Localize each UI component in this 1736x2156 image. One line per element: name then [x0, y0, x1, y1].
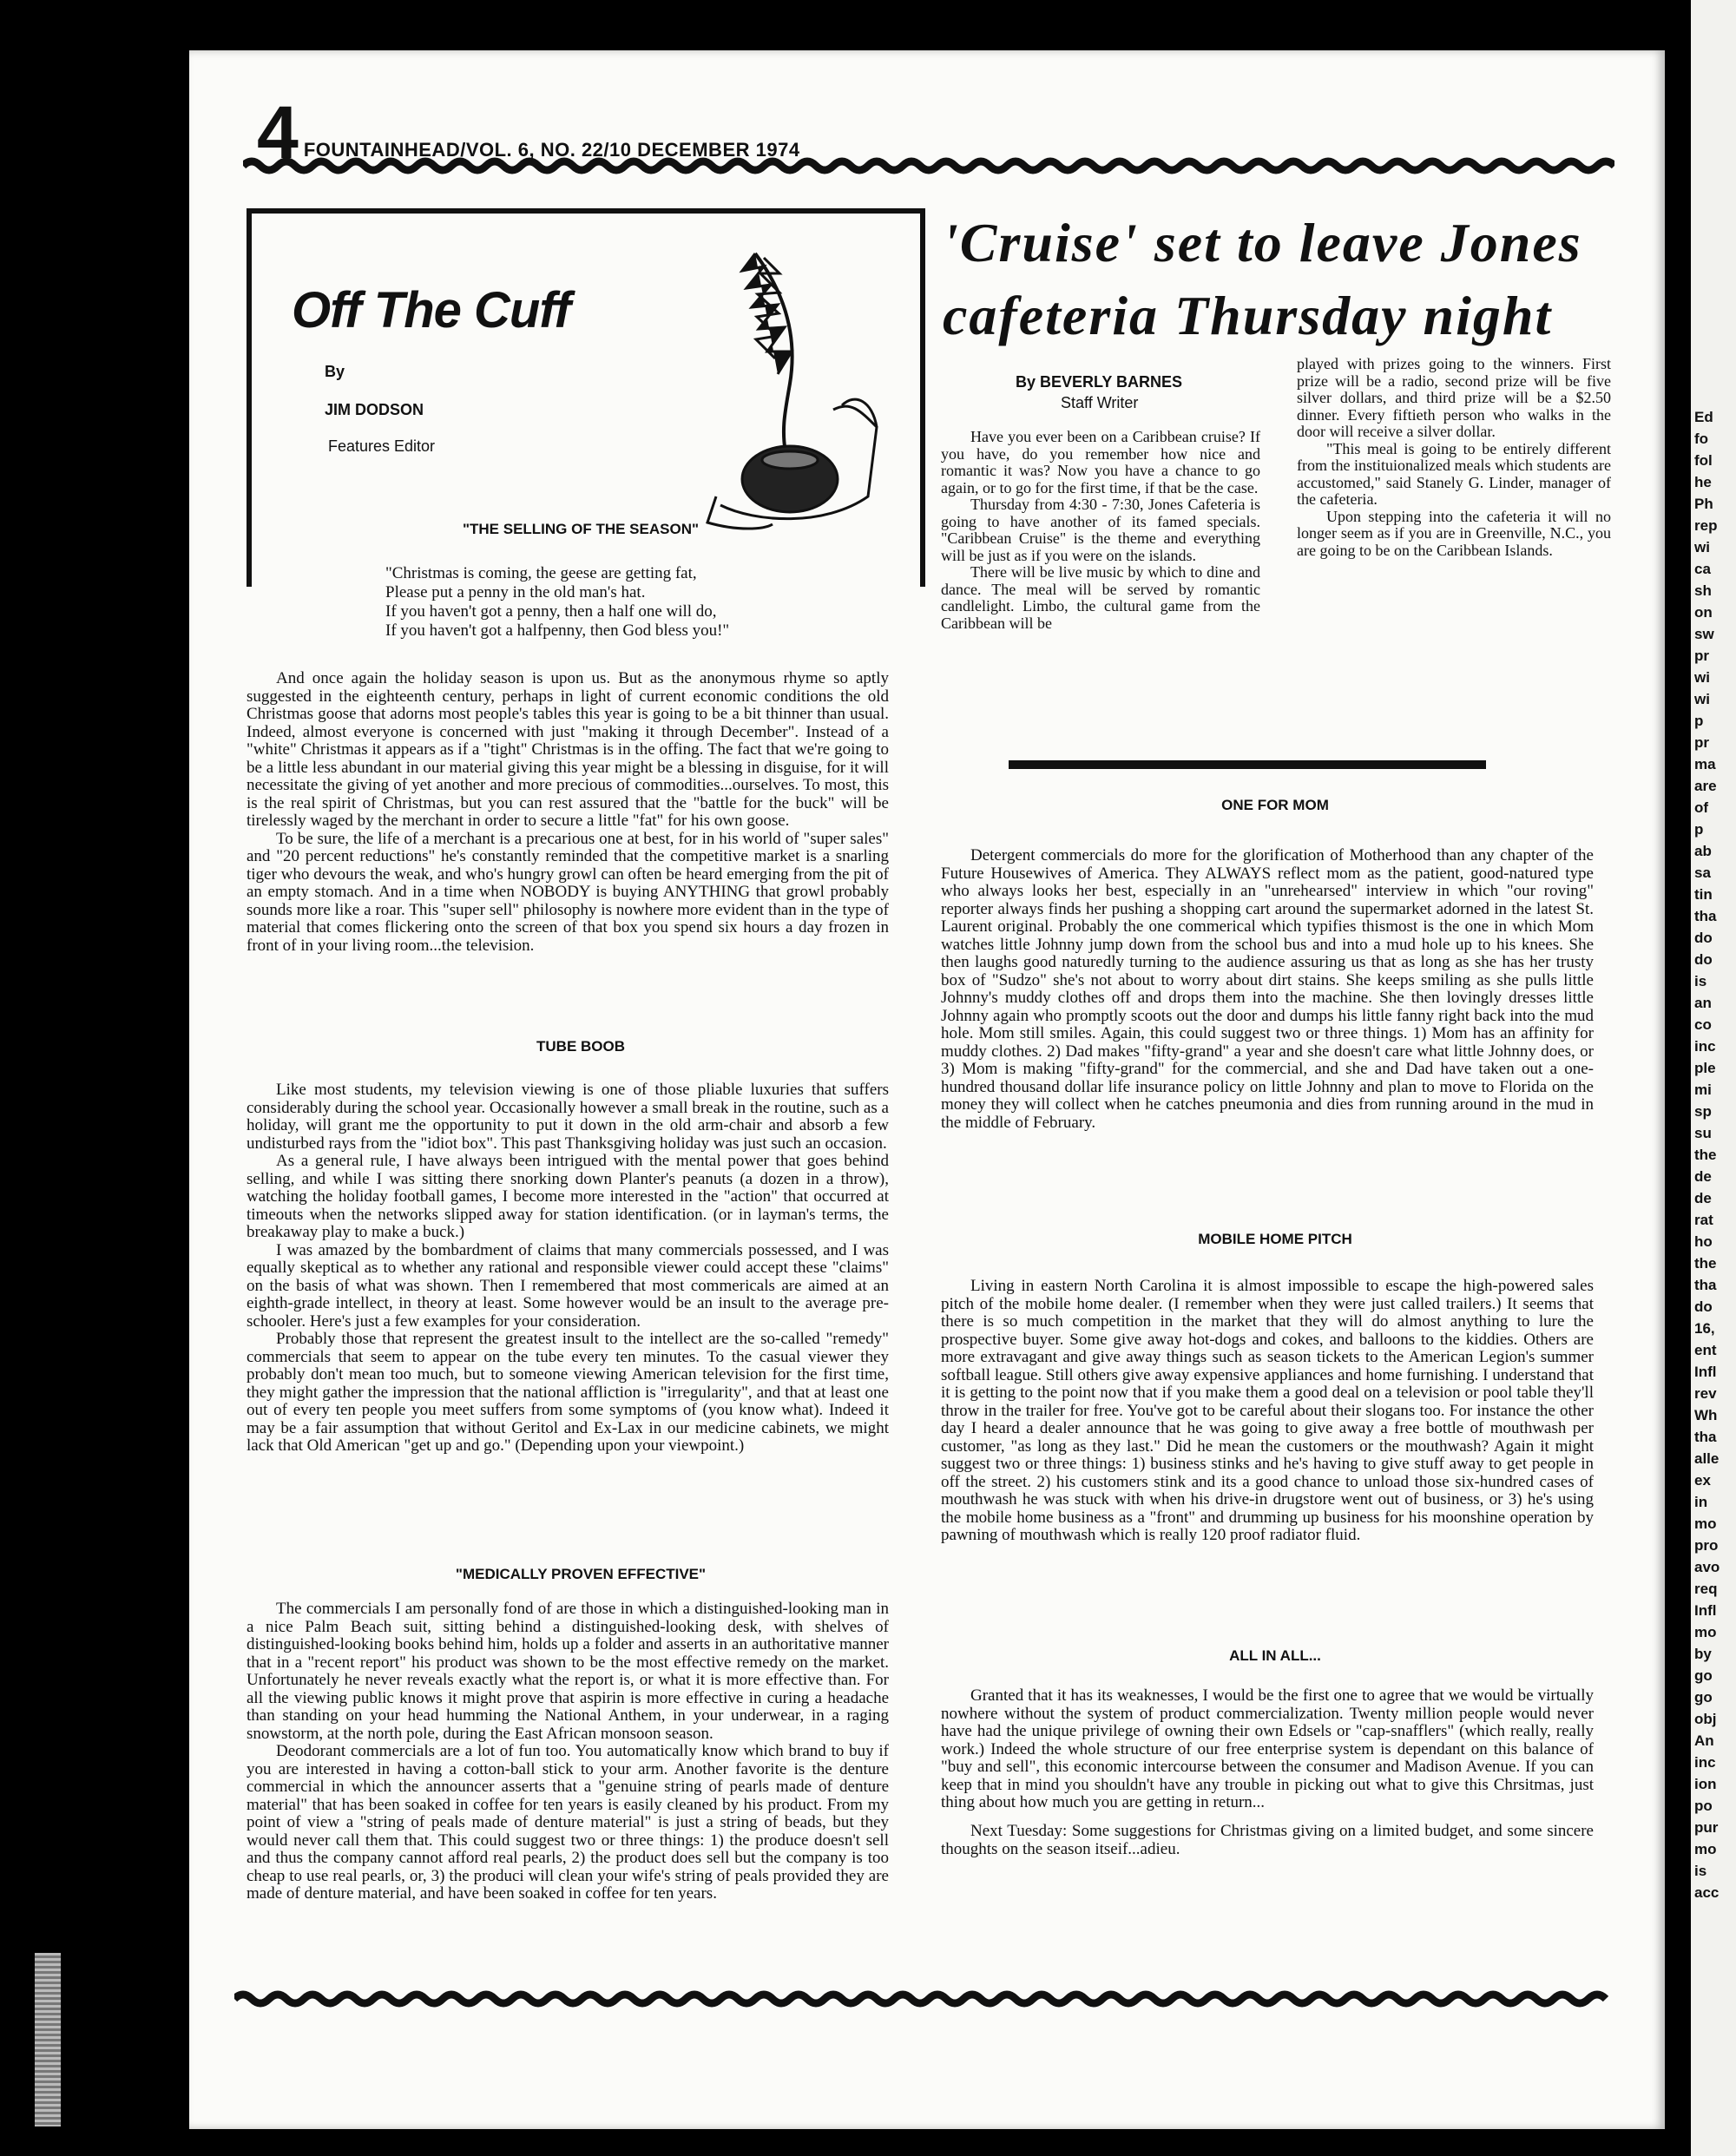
edge-text-fragment: an [1694, 995, 1712, 1011]
paragraph: Living in eastern North Carolina it is almost impossible to escape the high-powered sales pitch of the mobile home dealer. (I remember when they were just called trailers.) It seems that there is so much competition in the market that they will do almost anything to lure the prospective buyer. Some give away hot-dogs and cokes, and balloons to the kiddies. Others are more extravagant and give away things such as season tickets to the American Legion's summer softball league. Still others give away expensive appliances and home furnishing. I understand that it is getting to the point now that if you make them a good deal on a television or pool table they'll throw in the trailer for free. You've got to be careful about their slogans too. For instance the other day I heard a dealer announce that he was going to give away a free bottle of mouthwash per customer, "as long as they last." Did he mean the customers or the mouthwash? Again it might suggest two or three things: 1) business stinks and he's having to give stuff away to get people in off the street. 2) his customers stink and its a good chance to unload those six-hundred cases of mouthwash he was stuck with when his drive-in drugstore went out of business, or 3) he's using the mobile home business as a "front" and drumming up business for his moonshine operation by pawning of mouthwash which is really 120 proof radiator fluid. [941, 1277, 1594, 1544]
rhyme-line: Please put a penny in the old man's hat. [385, 583, 646, 601]
edge-text-fragment: by [1694, 1646, 1712, 1662]
edge-text-fragment: p [1694, 821, 1704, 838]
top-wavy-rule [243, 154, 1614, 177]
cruise-headline: 'Cruise' set to leave Jones cafeteria Thursday night [943, 212, 1582, 346]
edge-text-fragment: on [1694, 604, 1713, 621]
paragraph: As a general rule, I have always been intrigued with the mental power that goes behind selling, and while I was sitting there snorking down Planter's peanuts (a dozen in a throw), watching the holiday football games, I become more interested in the "action" that occurred at timeouts when the networks slipped away for station identification. (or in layman's terms, the breakaway play to make a buck.) [247, 1152, 889, 1241]
edge-text-fragment: fo [1694, 431, 1709, 447]
edge-text-fragment: de [1694, 1168, 1712, 1185]
edge-text-fragment: inc [1694, 1754, 1716, 1771]
edge-text-fragment: rat [1694, 1212, 1713, 1228]
adjacent-page-edge [1691, 0, 1736, 2156]
edge-text-fragment: sw [1694, 626, 1714, 642]
section-divider [1009, 760, 1486, 769]
edge-text-fragment: Ph [1694, 496, 1713, 512]
cruise-byline-role: Staff Writer [1061, 394, 1139, 411]
paragraph: And once again the holiday season is upon us. But as the anonymous rhyme so aptly suggested in the eighteenth century, perhaps in light of current economic conditions the old Christmas goose that adorns most people's tables this year is going to be a bit thinner than usual. Indeed, almost everyone is concerned with just "making it through December". Instead of a "white" Christmas it appears as if a "tight" Christmas is in the offing. The fact that we're going to be a little less abundant in our material giving this year might be a blessing in disguise, for it will necessitate the giving of yet another and more precious of commodities...ourselves. To most, this is the real spirit of Christmas, but you can rest assured that the "battle for the buck" will be tirelessly waged by the merchant in order to secure a little "fat" for his own goose. [247, 669, 889, 830]
paragraph: Granted that it has its weaknesses, I would be the first one to agree that we would be virtually nowhere without the system of product commercialization. Twenty million people would never have had the unique privilege of owning their own Edsels or "cap-snafflers" (which really, really work.) Indeed the whole structure of our free enterprise system is dependant on this balance of "buy and sell", this economic intercourse between the consumer and Madison Avenue. If you can keep that in mind you shouldn't have any trouble in picking out what to give this Chrsitmas, just thing about how much you are getting in return... [941, 1686, 1594, 1811]
paragraph: Have you ever been on a Caribbean cruise? If you have, do you remember how nice and romantic it was? Now you have a chance to go again, or to go for the first time, if that be the case. [941, 428, 1260, 496]
selling-season-body [247, 670, 889, 955]
bound-page-edges [35, 1953, 61, 2126]
edge-text-fragment: req [1694, 1581, 1718, 1597]
section-heading-mobile-home: MOBILE HOME PITCH [1198, 1231, 1352, 1247]
edge-text-fragment: do [1694, 951, 1713, 968]
edge-text-fragment: is [1694, 973, 1707, 989]
edge-text-fragment: tha [1694, 908, 1717, 924]
edge-text-fragment: sh [1694, 582, 1712, 599]
column-author-role: Features Editor [328, 437, 436, 455]
edge-text-fragment: tha [1694, 1429, 1717, 1445]
edge-text-fragment: pro [1694, 1537, 1719, 1554]
edge-text-fragment: sp [1694, 1103, 1712, 1120]
edge-text-fragment: fol [1694, 452, 1713, 469]
paragraph: Thursday from 4:30 - 7:30, Jones Cafeteria is going to have another of its famed specials. "Caribbean Cruise" is the theme and everything will be just as if you were on the islands. [941, 496, 1260, 564]
publication-line: FOUNTAINHEAD/VOL. 6, NO. 22/10 DECEMBER 1974 [303, 139, 800, 161]
edge-text-fragment: wi [1694, 669, 1710, 686]
edge-text-fragment: pr [1694, 647, 1709, 664]
edge-text-fragment: sa [1694, 864, 1711, 881]
edge-text-fragment: go [1694, 1667, 1713, 1684]
edge-text-fragment: tin [1694, 886, 1713, 903]
paragraph: Like most students, my television viewing is one of those pliable luxuries that suffers considerably during the school year. Occasionally however a small break in the routine, such as a holiday, will grant me the opportunity to put it down in the old arm-chair and absorb a few undisturbed rays from the "idiot box". This past Thanksgiving holiday was just such an occasion. [247, 1081, 889, 1153]
edge-text-fragment: is [1694, 1863, 1707, 1879]
medically-proven-body [247, 1601, 889, 1903]
edge-text-fragment: wi [1694, 539, 1710, 555]
edge-text-fragment: obj [1694, 1711, 1717, 1727]
edge-text-fragment: inc [1694, 1038, 1716, 1055]
mobile-home-body [941, 1278, 1594, 1545]
rhyme-line: "Christmas is coming, the geese are getting fat, [385, 564, 697, 582]
quill-inkwell-illustration [703, 236, 885, 531]
edge-text-fragment: alle [1694, 1450, 1720, 1467]
edge-text-fragment: pur [1694, 1819, 1719, 1836]
edge-text-fragment: do [1694, 930, 1713, 946]
edge-text-fragment: mo [1694, 1624, 1717, 1640]
edge-text-fragment: the [1694, 1255, 1717, 1272]
edge-text-fragment: Infl [1694, 1364, 1717, 1380]
one-for-mom-body [941, 847, 1594, 1132]
edge-text-fragment: rev [1694, 1385, 1717, 1402]
edge-text-fragment: Ed [1694, 409, 1713, 425]
paragraph: There will be live music by which to dine and dance. The meal will be served by romantic candlelight. Limbo, the cultural game from the Caribbean will be [941, 563, 1260, 632]
paragraph: played with prizes going to the winners. First prize will be a radio, second prize will be five silver dollars, and third prize will be a $2.50 dinner. Every fiftieth person who walks in the door will receive a silver dollar. [1297, 355, 1611, 440]
paragraph: To be sure, the life of a merchant is a precarious one at best, for in his world of "super sales" and "20 percent reductions" he's constantly reminded that the competitive market is a snarling tiger who devours the weak, and who's hungry growl can often be heard emerging from the pit of an empty stomach. And in a time when NOBODY is buying ANYTHING that growl probably sounds more like a roar. This "super sell" philosophy is nowhere more evident than in the type of material that comes flickering onto the screen of that box you spend six hours a day frozen in front of in your living room...the television. [247, 829, 889, 955]
section-heading-tube-boob: TUBE BOOB [536, 1038, 625, 1055]
edge-text-fragment: su [1694, 1125, 1712, 1141]
edge-text-fragment: avo [1694, 1559, 1720, 1575]
edge-text-fragment: the [1694, 1147, 1717, 1163]
paragraph: "This meal is going to be entirely different from the instituionalized meals which students are accustomed," said Stanely G. Linder, manager of the cafeteria. [1297, 439, 1611, 508]
edge-text-fragment: ion [1694, 1776, 1717, 1792]
cruise-body-col2 [1297, 356, 1611, 559]
edge-text-fragment: acc [1694, 1884, 1720, 1901]
paragraph: Probably those that represent the greatest insult to the intellect are the so-called "remedy" commercials that seem to appear on the tube every ten minutes. To the casual viewer they probably don't mean too much, but to someone viewing American television for the first time, they might gather the impression that the national affliction is "irregularity", and that at least one out of every ten people you meet suffers from some symptoms of (you know what). Indeed it may be a fair assumption that without Geritol and Ex-Lax in our medicine cabinets, we might lack that Old American "get up and go." (Depending upon your viewpoint.) [247, 1330, 889, 1455]
paragraph: Detergent commercials do more for the glorification of Motherhood than any chapter of the Future Housewives of America. They ALWAYS reflect mom as the patient, good-natured type who always looks her best, especially in an "unrehearsed" interview in which "our roving" reporter always finds her pushing a shopping cart around the supermarket adorned in the latest St. Laurent original. Probably the one commerical which typifies thismost is the one in which Mom watches little Johnny jump down from the school bus and into a mud hole up to his knees. She then laughs good naturedly turning to the audience assuring us that as long as she has her trusty box of "Sudzo" she's not about to worry about dirt stains. She keeps smiling as she pulls little Johnny's muddy clothes off and drops them into the machine. She then lovingly dresses little Johnny again who promptly scoots out the door and dumps his little fanny right back into the mud hole. Mom still smiles. Again, this could suggest two or three things. 1) Mom has an affinity for muddy clothes. 2) Dad makes "fifty-grand" a year and she doesn't care what little Johnny does, or 3) Mom is making "fifty-grand" for the commercial, and she and Dad have taken out a one-hundred thousand dollar life insurance policy on little Johnny and plan to move to Florida on the money they will collect when he catches pneumonia and dies from running around in the mud in the middle of February. [941, 846, 1594, 1132]
paragraph: The commercials I am personally fond of are those in which a distinguished-looking man in a nice Palm Beach suit, sitting behind a distinguished-looking desk, with shelves of distinguished-looking books behind him, holds up a folder and asserts in an authoritative manner that in a "recent report" his product was shown to be the most effective remedy on the market. Unfortunately he never reveals exactly what the report is, or what it is more effective than. For all the viewing public knows it might prove that aspirin is more effective in curing a headache than standing on your head humming the National Anthem, in your underwear, in a raging snowstorm, at the north pole, during the East African monsoon season. [247, 1600, 889, 1743]
edge-text-fragment: he [1694, 474, 1712, 490]
edge-text-fragment: ca [1694, 561, 1711, 577]
edge-text-fragment: ent [1694, 1342, 1717, 1358]
edge-text-fragment: ma [1694, 756, 1716, 772]
rhyme-line: If you haven't got a penny, then a half one will do, [385, 602, 717, 621]
edge-text-fragment: p [1694, 713, 1704, 729]
paragraph: I was amazed by the bombardment of claims that many commercials possessed, and I was equally skeptical as to whether any rational and responsible viewer could accept these "claims" on the basis of what was shown. Then I remembered that most commericals are aimed at an eighth-grade intellect, in theory at least. Some however would be an insult to the average pre-schooler. Here's just a few examples for your consideration. [247, 1240, 889, 1331]
edge-text-fragment: po [1694, 1798, 1713, 1814]
paragraph: Upon stepping into the cafeteria it will no longer seem as if you are in Greenville, N.C., you are going to be on the Caribbean Islands. [1297, 507, 1611, 559]
column-title: Off The Cuff [292, 282, 570, 339]
section-heading-one-for-mom: ONE FOR MOM [1221, 797, 1329, 813]
column-by: By [325, 363, 345, 380]
edge-text-fragment: mo [1694, 1515, 1717, 1532]
edge-text-fragment: wi [1694, 691, 1710, 707]
edge-text-fragment: of [1694, 799, 1709, 816]
section-heading-selling: "THE SELLING OF THE SEASON" [462, 521, 700, 537]
edge-text-fragment: ho [1694, 1233, 1713, 1250]
edge-text-fragment: mi [1694, 1081, 1712, 1098]
edge-text-fragment: de [1694, 1190, 1712, 1206]
page-number: 4 [257, 91, 299, 174]
edge-text-fragment: in [1694, 1494, 1708, 1510]
all-in-all-body [941, 1687, 1594, 1812]
tube-boob-body [247, 1081, 889, 1456]
section-heading-all-in-all: ALL IN ALL... [1229, 1647, 1321, 1664]
edge-text-fragment: 16, [1694, 1320, 1715, 1337]
edge-text-fragment: ex [1694, 1472, 1711, 1489]
edge-text-fragment: rep [1694, 517, 1718, 534]
rhyme-line: If you haven't got a halfpenny, then God bless you!" [385, 621, 730, 640]
cruise-byline: By BEVERLY BARNES [1016, 373, 1183, 391]
christmas-rhyme [385, 564, 729, 641]
bottom-wavy-rule [234, 1988, 1614, 2010]
edge-text-fragment: An [1694, 1732, 1714, 1749]
edge-text-fragment: do [1694, 1298, 1713, 1315]
paragraph: Deodorant commercials are a lot of fun too. You automatically know which brand to buy if you are interested in having a cotton-ball stick to your arm. Another favorite is the denture commercial in which the announcer asserts that a "genuine string of pearls made of denture material" that has been soaked in coffee for ten years is easily cleaned by his product. From my point of view a "string of peals made of denture material" is just a string of beads, but they would never call them that. This could suggest two or three things: 1) the produce doesn't sell and thus the company cannot afford real pearls, 2) the product does sell but the company is too cheap to use real pearls, or, 3) the produci will clean your wife's string of peals provided they are made of denture material, and have been soaked in coffee for ten years. [247, 1742, 889, 1903]
edge-text-fragment: co [1694, 1016, 1712, 1033]
next-tuesday-note [941, 1823, 1594, 1858]
cruise-body-col1 [941, 429, 1260, 632]
edge-text-fragment: Wh [1694, 1407, 1718, 1423]
section-heading-medically-proven: "MEDICALLY PROVEN EFFECTIVE" [455, 1566, 707, 1582]
paragraph: Next Tuesday: Some suggestions for Christmas giving on a limited budget, and some sincere thoughts on the season itseif...adieu. [941, 1822, 1594, 1858]
edge-text-fragment: Infl [1694, 1602, 1717, 1619]
edge-text-fragment: tha [1694, 1277, 1717, 1293]
edge-text-fragment: mo [1694, 1841, 1717, 1857]
edge-text-fragment: ab [1694, 843, 1712, 859]
edge-text-fragment: pr [1694, 734, 1709, 751]
edge-text-fragment: go [1694, 1689, 1713, 1706]
column-author: JIM DODSON [325, 401, 424, 418]
edge-text-fragment: ple [1694, 1060, 1716, 1076]
edge-text-fragment: are [1694, 778, 1717, 794]
